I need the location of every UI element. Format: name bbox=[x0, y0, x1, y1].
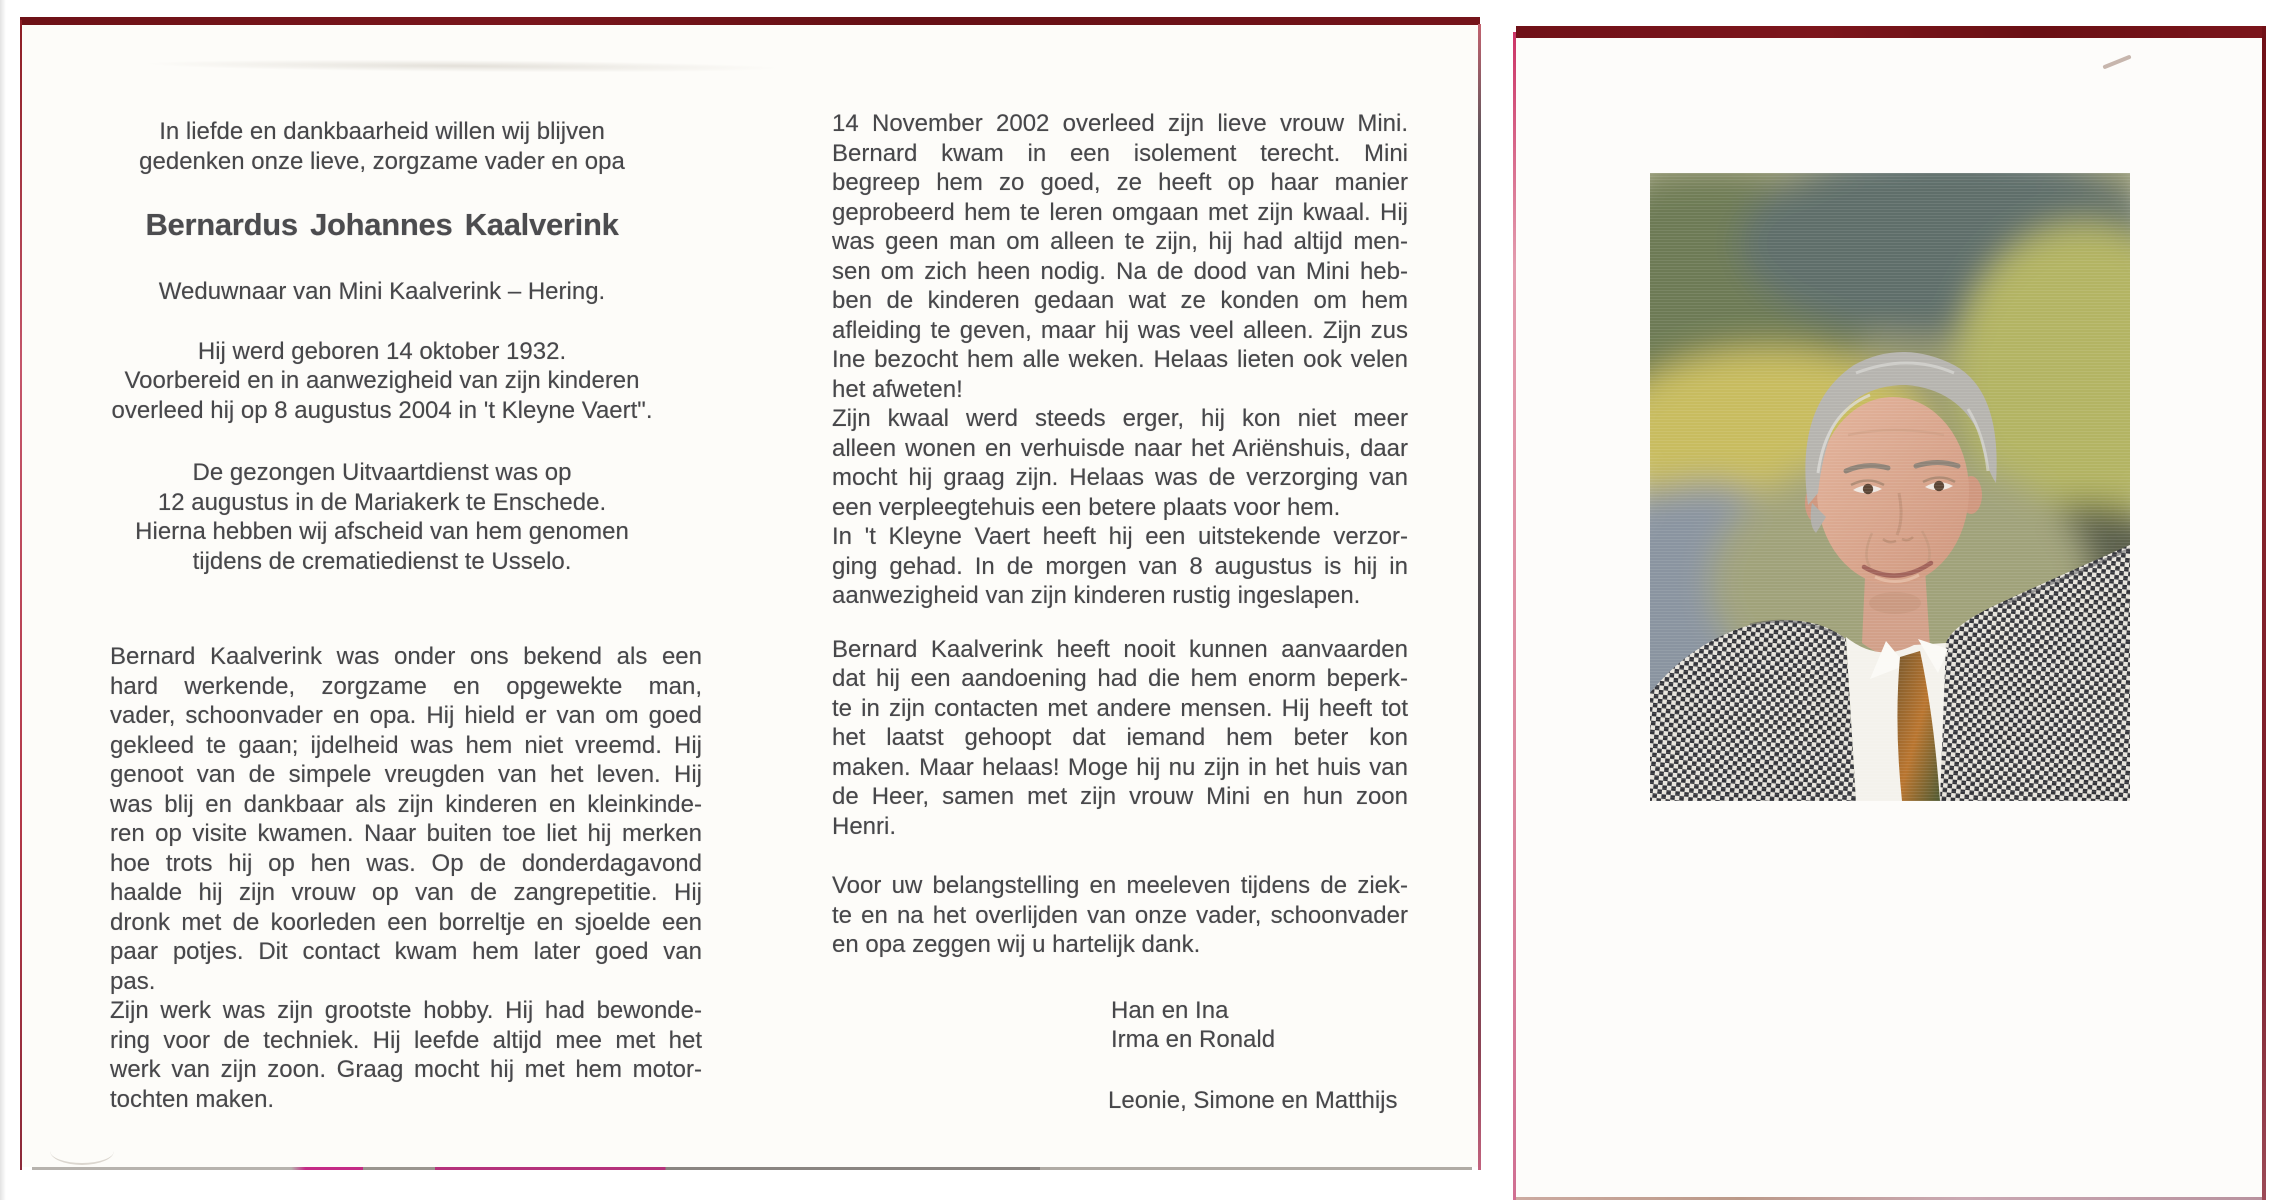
text-line: In 't Kleyne Vaert heeft hij een uitstekende verzor- bbox=[832, 523, 1408, 550]
text-line: te en na het overlijden van onze vader, schoonvader bbox=[832, 901, 1408, 929]
text-line: gedenken onze lieve, zorgzame vader en opa bbox=[139, 147, 625, 175]
text-line: afleiding te geven, maar hij was veel alleen. Zijn zus bbox=[832, 316, 1408, 344]
acknowledgement-paragraph bbox=[832, 871, 1408, 960]
text-line: het laatst gehoopt dat iemand hem beter kon bbox=[832, 724, 1408, 751]
signatures-grandchildren bbox=[832, 1086, 1408, 1116]
text-line: Leonie, Simone en Matthijs bbox=[1108, 1086, 1398, 1114]
text-line: Hierna hebben wij afscheid van hem genomen bbox=[135, 518, 629, 545]
card-right-border bbox=[1478, 24, 1481, 1170]
portrait-photo bbox=[1650, 173, 2130, 801]
text-line: overleed hij op 8 augustus 2004 in 't Kleyne Vaert". bbox=[111, 396, 653, 424]
text-line: Hij werd geboren 14 oktober 1932. bbox=[197, 337, 567, 365]
text-line: genoot van de simpele vreugden van het leven. Hij bbox=[110, 761, 702, 788]
text-line: Bernard kwam in een isolement terecht. Mini bbox=[832, 139, 1408, 167]
paper-corner-curl bbox=[50, 1137, 114, 1165]
portrait-illustration bbox=[1650, 173, 2130, 801]
text-line: hard werkende, zorgzame en opgewekte man, bbox=[110, 672, 702, 700]
text-line: Ine bezocht hem alle weken. Helaas lieten ook velen bbox=[832, 346, 1408, 373]
signatures-children bbox=[832, 996, 1408, 1055]
text-line: mocht hij graag zijn. Helaas was de verzorging van bbox=[832, 464, 1408, 491]
text-line: Bernard Kaalverink heeft nooit kunnen aanvaarden bbox=[832, 635, 1408, 663]
text-line: maken. Maar helaas! Moge hij nu zijn in het huis van bbox=[832, 753, 1408, 781]
text-line: dronk met de koorleden een borreltje en sjoelde een bbox=[110, 908, 702, 936]
text-line: ging gehad. In de morgen van 8 augustus is hij in bbox=[832, 552, 1408, 580]
text-line: Zijn kwaal werd steeds erger, hij kon niet meer bbox=[832, 405, 1408, 432]
text-line: Henri. bbox=[832, 812, 897, 840]
memorial-paragraph-1 bbox=[832, 109, 1408, 404]
text-line: te in zijn contacten met andere mensen. Hij heeft tot bbox=[832, 694, 1408, 722]
text-line: pas. bbox=[110, 967, 156, 995]
card-bottom-border bbox=[32, 1167, 1472, 1170]
text-line: en opa zeggen wij u hartelijk dank. bbox=[832, 931, 1201, 958]
memorial-card-photo-panel bbox=[1516, 38, 2262, 1200]
text-line: dat hij een aandoening had die hem enorm beperk- bbox=[832, 665, 1408, 692]
text-line: werk van zijn zoon. Graag mocht hij met hem motor- bbox=[110, 1056, 702, 1083]
text-line: ring voor de techniek. Hij leefde altijd mee met het bbox=[110, 1026, 702, 1054]
text-line: Voor uw belangstelling en meeleven tijdens de ziek- bbox=[832, 872, 1408, 899]
text-line: Voorbereid en in aanwezigheid van zijn kinderen bbox=[124, 367, 640, 394]
paper-crease bbox=[2102, 55, 2131, 70]
text-line: sen om zich heen nodig. Na de dood van Mini heb- bbox=[832, 257, 1408, 285]
card-left-border bbox=[20, 20, 22, 1170]
text-line: een verpleegtehuis een betere plaats voor hem. bbox=[832, 493, 1341, 521]
text-line: de Heer, samen met zijn vrouw Mini en hun zoon bbox=[832, 783, 1408, 810]
funeral-service-text bbox=[110, 458, 702, 576]
text-line: Zijn werk was zijn grootste hobby. Hij had bewonde- bbox=[110, 997, 702, 1024]
text-line: was blij en dankbaar als zijn kinderen en kleinkinde- bbox=[110, 790, 702, 818]
right-column bbox=[832, 24, 1408, 1115]
text-line: In liefde en dankbaarheid willen wij blijven bbox=[159, 118, 605, 145]
text-line: alleen wonen en verhuisde naar het Ariënshuis, daar bbox=[832, 434, 1408, 462]
text-line: het afweten! bbox=[832, 375, 963, 403]
intro-text bbox=[110, 117, 702, 176]
text-line: Han en Ina bbox=[1111, 996, 1229, 1024]
text-line: Bernard Kaalverink was onder ons bekend als een bbox=[110, 643, 702, 670]
text-line: Irma en Ronald bbox=[1111, 1026, 1276, 1053]
deceased-name: Bernardus Johannes Kaalverink bbox=[145, 207, 619, 242]
text-line: haalde hij zijn vrouw op van de zangrepetitie. Hij bbox=[110, 879, 702, 906]
biography-paragraph-1 bbox=[110, 642, 702, 996]
card-right-border bbox=[2262, 26, 2266, 1200]
text-line: geprobeerd hem te leren omgaan met zijn kwaal. Hij bbox=[832, 198, 1408, 226]
memorial-card-text-panel bbox=[22, 24, 1478, 1167]
text-line: paar potjes. Dit contact kwam hem later goed van bbox=[110, 938, 702, 965]
text-line: tijdens de crematiedienst te Usselo. bbox=[192, 547, 572, 575]
memorial-paragraph-3 bbox=[832, 522, 1408, 611]
memorial-paragraph-4 bbox=[832, 635, 1408, 842]
text-line: 12 augustus in de Mariakerk te Enschede. bbox=[157, 488, 607, 516]
text-line: was geen man om alleen te zijn, hij had altijd men- bbox=[832, 228, 1408, 255]
text-line: vader, schoonvader en opa. Hij hield er van om goed bbox=[110, 702, 702, 729]
left-column bbox=[110, 24, 702, 1114]
card-left-border bbox=[1513, 32, 1516, 1200]
text-line: begreep hem zo goed, ze heeft op haar manier bbox=[832, 169, 1408, 196]
card-top-border bbox=[1516, 26, 2262, 38]
text-line: De gezongen Uitvaartdienst was op bbox=[192, 459, 572, 486]
widower-line bbox=[110, 277, 702, 307]
text-line: gekleed te gaan; ijdelheid was hem niet vreemd. Hij bbox=[110, 731, 702, 759]
text-line: aanwezigheid van zijn kinderen rustig ingeslapen. bbox=[832, 582, 1361, 609]
memorial-paragraph-2 bbox=[832, 404, 1408, 522]
birth-death-text bbox=[110, 337, 702, 426]
scanner-edge-shadow bbox=[0, 0, 6, 1200]
text-line: Weduwnaar van Mini Kaalverink – Hering. bbox=[158, 278, 606, 305]
text-line: ben de kinderen gedaan wat ze konden om hem bbox=[832, 287, 1408, 314]
biography-paragraph-2 bbox=[110, 996, 702, 1114]
text-line: ren op visite kwamen. Naar buiten toe liet hij merken bbox=[110, 820, 702, 847]
text-line: tochten maken. bbox=[110, 1085, 275, 1113]
text-line: hoe trots hij op hen was. Op de donderdagavond bbox=[110, 849, 702, 877]
text-line: 14 November 2002 overleed zijn lieve vrouw Mini. bbox=[832, 110, 1408, 137]
